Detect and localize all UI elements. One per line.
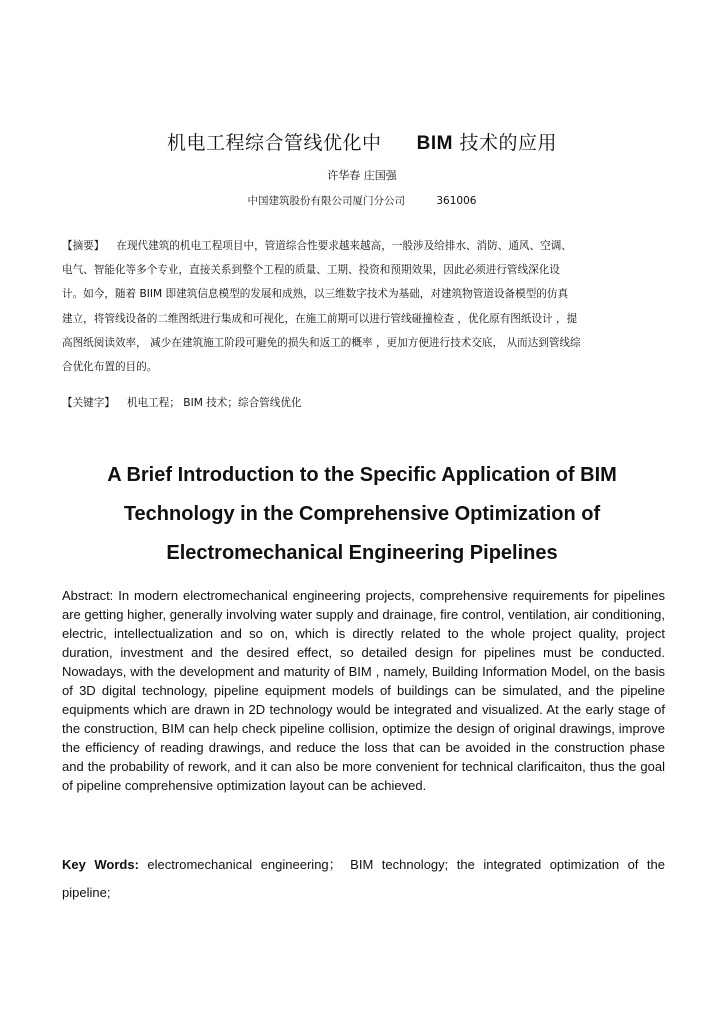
chinese-abstract-line: 建立，将管线设备的二维图纸进行集成和可视化，在施工前期可以进行管线碰撞检查 ，优化原有图纸设计 ，提 xyxy=(62,312,578,325)
chinese-keywords-text: 机电工程； BIM 技术；综合管线优化 xyxy=(126,397,302,409)
chinese-title-bim: BIM xyxy=(416,133,453,154)
authors: 许华春 庄国强 xyxy=(327,169,397,182)
chinese-abstract-line xyxy=(62,234,662,258)
postcode: 361006 xyxy=(436,195,477,207)
chinese-title-part1: 机电工程综合管线优化中 xyxy=(167,132,382,154)
english-title-line: Electromechanical Engineering Pipelines xyxy=(166,542,558,564)
chinese-abstract-line: 高图纸阅读效率， 减少在建筑施工阶段可避免的损失和返工的概率 ，更加方便进行技术交底， 从而达到管线综 xyxy=(62,336,581,349)
chinese-abstract-label: 【摘要】 xyxy=(62,240,105,252)
chinese-abstract-text: 在现代建筑的机电工程项目中，管道综合性要求越来越高，一般涉及给排水、消防、通风、空调、 xyxy=(116,240,572,252)
affiliation-line xyxy=(0,193,724,208)
chinese-abstract xyxy=(62,234,662,379)
english-keywords-label: Key Words: xyxy=(62,857,139,872)
chinese-title-part2: 技术的应用 xyxy=(459,132,557,154)
chinese-abstract-line: 计。如今，随着 BIIM 即建筑信息模型的发展和成熟，以三维数字技术为基础，对建筑物管道设备模型的仿真 xyxy=(62,288,569,301)
english-title xyxy=(62,456,662,573)
english-keywords-text: electromechanical engineering； BIM technology; the integrated optimization of the pipeline; xyxy=(62,857,665,900)
english-keywords xyxy=(62,851,665,907)
affiliation: 中国建筑股份有限公司厦门分公司 xyxy=(247,195,406,207)
english-title-line: A Brief Introduction to the Specific Application of BIM xyxy=(107,464,617,486)
chinese-title xyxy=(0,128,724,155)
chinese-keywords xyxy=(62,395,662,410)
english-abstract: Abstract: In modern electromechanical engineering projects, comprehensive requirements for pipelines are getting higher, generally involving water supply and drainage, fire control, ventilation, air conditioning, electric, intellectualization and so on, which is directly related to the whole project quality, project duration, investment and the desired effect, so detailed design for pipelines must be conducted. Nowadays, with the development and maturity of BIM , namely, Building Information Model, on the basis of 3D digital technology, pipeline equipment models of buildings can be simulated, and the pipeline equipments which are drawn in 2D technology would be integrated and visualized. At the early stage of the construction, BIM can help check pipeline collision, optimize the design of original drawings, improve the efficiency of reading drawings, and reduce the loss that can be avoided in the construction phase and the probability of rework, and it can also be more convenient for technical clarificaiton, thus the goal of pipeline comprehensive optimization layout can be achieved. xyxy=(62,588,665,793)
english-title-line: Technology in the Comprehensive Optimization of xyxy=(123,503,601,525)
chinese-abstract-line: 合优化布置的目的。 xyxy=(62,361,158,374)
chinese-keywords-label: 【关键字】 xyxy=(62,397,115,409)
chinese-abstract-line: 电气、智能化等多个专业，直接关系到整个工程的质量、工期、投资和预期效果，因此必须进行管线深化设 xyxy=(62,264,560,277)
